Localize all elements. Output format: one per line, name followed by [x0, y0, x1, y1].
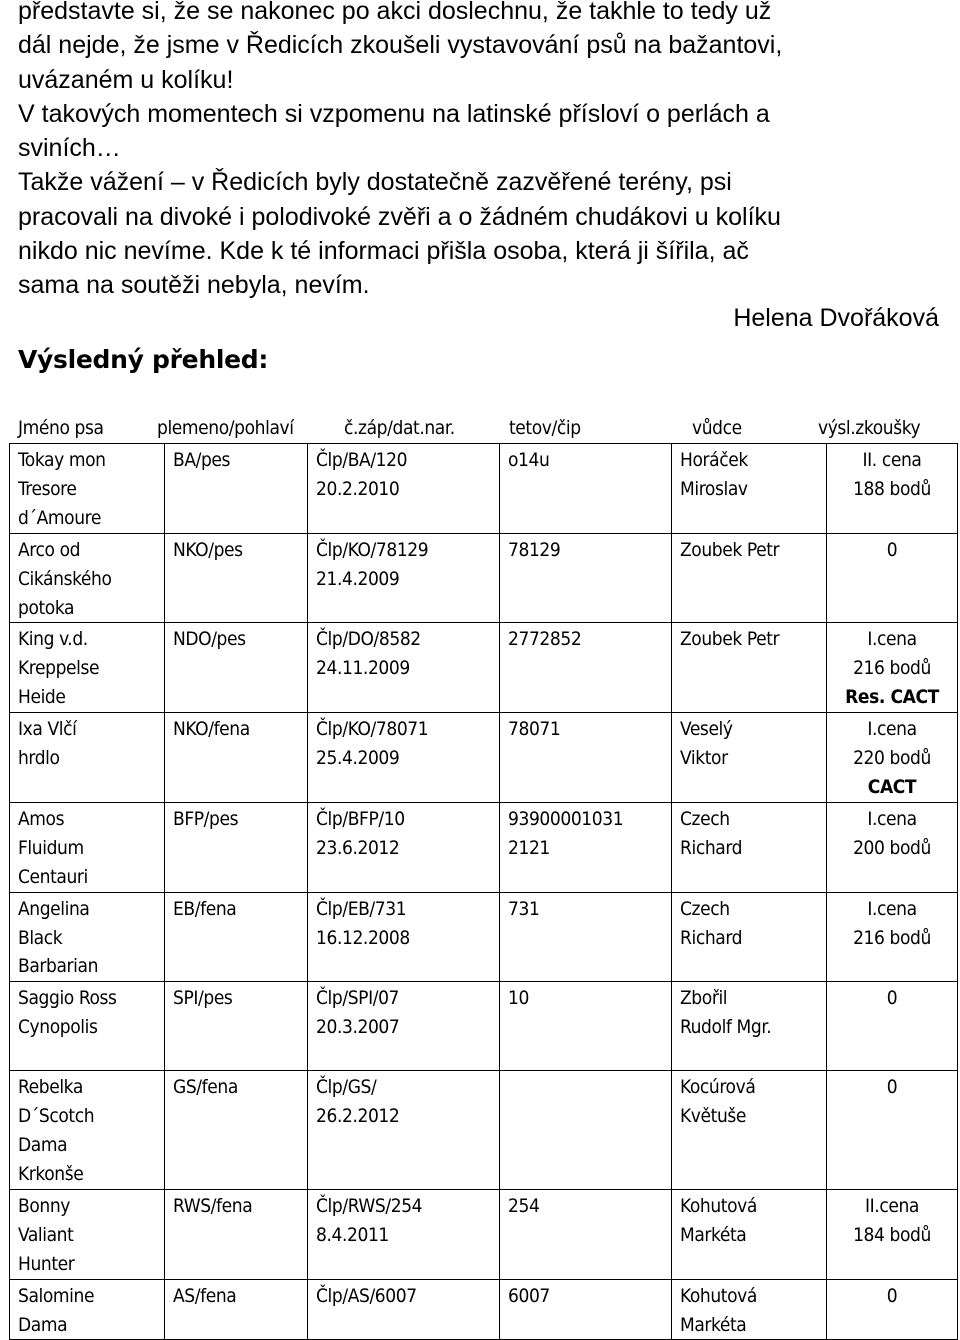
cell-name	[10, 892, 165, 982]
cell-line: Člp/KO/78071	[316, 718, 429, 741]
cell-tattoo	[500, 1279, 672, 1340]
cell-name	[10, 444, 165, 534]
cell-line: Člp/BA/120	[316, 449, 408, 471]
cell-reg	[308, 892, 500, 982]
cell-result	[827, 1071, 958, 1190]
cell-reg	[308, 713, 500, 803]
cell-line: Horáček	[680, 449, 748, 471]
cell-line: Zoubek Petr	[680, 538, 780, 561]
column-header-breed: plemeno/pohlaví	[157, 417, 294, 439]
table-row	[10, 533, 958, 623]
cell-line: 220 bodů	[853, 747, 931, 770]
cell-line: II.cena	[865, 1194, 919, 1217]
cell-line: Markéta	[680, 1223, 747, 1246]
table-row	[10, 1071, 958, 1190]
cell-line: BA/pes	[173, 449, 231, 471]
cell-line: Salomine	[18, 1284, 95, 1307]
cell-tattoo	[500, 892, 672, 982]
cell-result	[827, 533, 958, 623]
cell-result	[827, 713, 958, 803]
cell-line: o14u	[508, 449, 550, 471]
table-row	[10, 982, 958, 1071]
cell-line: Richard	[680, 926, 743, 949]
cell-line: Black	[18, 926, 63, 949]
cell-handler	[672, 802, 827, 892]
cell-line: Res. CACT	[845, 686, 939, 709]
cell-name	[10, 713, 165, 803]
cell-line: Tresore	[18, 477, 77, 500]
cell-line: 21.4.2009	[316, 567, 400, 590]
cell-line: Kocúrová	[680, 1076, 756, 1099]
cell-result	[827, 444, 958, 534]
cell-line: Člp/GS/	[316, 1076, 377, 1099]
cell-breed	[165, 1189, 308, 1279]
cell-line: I.cena	[867, 718, 917, 741]
cell-handler	[672, 623, 827, 713]
table-row	[10, 1189, 958, 1279]
column-header-handler: vůdce	[692, 417, 742, 439]
cell-line: NKO/fena	[173, 718, 250, 741]
cell-tattoo	[500, 533, 672, 623]
cell-line: SPI/pes	[173, 987, 233, 1010]
cell-line: 731	[508, 897, 540, 920]
cell-line: Richard	[680, 836, 743, 859]
cell-line: Saggio Ross	[18, 987, 117, 1010]
paragraph-line: sama na soutěži nebyla, nevím.	[18, 271, 370, 300]
cell-line: 24.11.2009	[316, 657, 410, 680]
cell-handler	[672, 444, 827, 534]
cell-line: Ixa Vlčí	[18, 718, 77, 741]
cell-line: King v.d.	[18, 628, 88, 651]
cell-handler	[672, 1071, 827, 1190]
paragraph-line: sviních…	[18, 134, 121, 163]
cell-line: RWS/fena	[173, 1194, 253, 1217]
cell-line: 20.3.2007	[316, 1016, 400, 1039]
cell-line: 10	[508, 987, 529, 1010]
cell-line: 8.4.2011	[316, 1223, 389, 1246]
cell-line: Rebelka	[18, 1076, 83, 1099]
cell-line: Markéta	[680, 1313, 747, 1336]
cell-line: Arco od	[18, 538, 81, 561]
cell-line: BFP/pes	[173, 807, 239, 830]
article-paragraph	[18, 0, 948, 303]
cell-line: Heide	[18, 686, 66, 709]
cell-line: Člp/RWS/254	[316, 1194, 423, 1217]
cell-line: Člp/KO/78129	[316, 538, 429, 561]
cell-result	[827, 1279, 958, 1340]
cell-line: GS/fena	[173, 1076, 238, 1099]
cell-line: Dama	[18, 1313, 68, 1336]
paragraph-line: nikdo nic nevíme. Kde k té informaci přišla osoba, která ji šířila, ač	[18, 237, 749, 266]
cell-line: 0	[886, 987, 898, 1010]
cell-reg	[308, 623, 500, 713]
cell-line: I.cena	[867, 628, 917, 651]
cell-line: 0	[886, 1076, 898, 1099]
cell-reg	[308, 1279, 500, 1340]
author-signature: Helena Dvořáková	[733, 304, 939, 332]
cell-breed	[165, 1279, 308, 1340]
cell-line: 78129	[508, 538, 561, 561]
cell-name	[10, 802, 165, 892]
cell-line: Člp/DO/8582	[316, 628, 421, 651]
cell-line: Květuše	[680, 1105, 747, 1128]
cell-line: II. cena	[862, 449, 922, 471]
cell-handler	[672, 892, 827, 982]
cell-name	[10, 982, 165, 1071]
results-table	[9, 443, 958, 1340]
cell-line: EB/fena	[173, 897, 237, 920]
cell-reg	[308, 802, 500, 892]
cell-line: Tokay mon	[18, 449, 106, 471]
cell-line: potoka	[18, 596, 75, 619]
cell-line: Angelina	[18, 897, 90, 920]
cell-name	[10, 1189, 165, 1279]
cell-line: Bonny	[18, 1194, 70, 1217]
cell-tattoo	[500, 713, 672, 803]
cell-line: Člp/BFP/10	[316, 807, 405, 830]
cell-handler	[672, 1279, 827, 1340]
cell-line: Hunter	[18, 1252, 75, 1275]
cell-line: 25.4.2009	[316, 747, 400, 770]
paragraph-line: Takže vážení – v Ředicích byly dostatečně zazvěřené terény, psi	[18, 168, 732, 197]
cell-line: Rudolf Mgr.	[680, 1016, 772, 1039]
cell-handler	[672, 1189, 827, 1279]
column-header-result: výsl.zkoušky	[818, 417, 921, 439]
cell-line: Krkonše	[18, 1163, 84, 1186]
cell-line: 6007	[508, 1284, 550, 1307]
cell-line: Viktor	[680, 747, 728, 770]
cell-line: 254	[508, 1194, 540, 1217]
cell-result	[827, 802, 958, 892]
cell-line: Člp/SPI/07	[316, 987, 400, 1010]
cell-line: Veselý	[680, 718, 733, 741]
paragraph-line: uvázaném u kolíku!	[18, 65, 234, 94]
cell-line: Cikánského	[18, 567, 112, 590]
cell-line: CACT	[867, 775, 917, 798]
paragraph-line: představte si, že se nakonec po akci doslechnu, že takhle to tedy už	[18, 0, 772, 25]
paragraph-line: V takových momentech si vzpomenu na latinské přísloví o perlách a	[18, 99, 770, 128]
table-row	[10, 802, 958, 892]
cell-line: 2121	[508, 836, 550, 859]
cell-reg	[308, 1071, 500, 1190]
cell-line: Zoubek Petr	[680, 628, 780, 651]
table-row	[10, 892, 958, 982]
cell-breed	[165, 802, 308, 892]
cell-breed	[165, 444, 308, 534]
column-header-tattoo: tetov/čip	[509, 417, 581, 439]
results-table-body	[10, 444, 958, 1340]
cell-line: Zbořil	[680, 987, 728, 1010]
cell-tattoo	[500, 444, 672, 534]
cell-line: 184 bodů	[853, 1223, 931, 1246]
column-header-registration: č.záp/dat.nar.	[344, 417, 455, 439]
cell-line: 200 bodů	[853, 836, 931, 859]
column-header-name: Jméno psa	[18, 417, 104, 439]
cell-line: D´Scotch	[18, 1105, 95, 1128]
cell-name	[10, 1071, 165, 1190]
cell-line: Dama	[18, 1134, 68, 1157]
cell-line: AS/fena	[173, 1284, 237, 1307]
cell-handler	[672, 982, 827, 1071]
cell-handler	[672, 533, 827, 623]
cell-line: NKO/pes	[173, 538, 243, 561]
cell-breed	[165, 982, 308, 1071]
cell-name	[10, 623, 165, 713]
cell-line: I.cena	[867, 897, 917, 920]
cell-tattoo	[500, 1189, 672, 1279]
cell-line: 16.12.2008	[316, 926, 410, 949]
cell-tattoo	[500, 623, 672, 713]
cell-line: I.cena	[867, 807, 917, 830]
cell-line: Fluidum	[18, 836, 84, 859]
cell-reg	[308, 533, 500, 623]
cell-line: Czech	[680, 807, 730, 830]
cell-line: Kohutová	[680, 1194, 757, 1217]
cell-reg	[308, 444, 500, 534]
cell-line: d´Amoure	[18, 506, 101, 529]
table-row	[10, 713, 958, 803]
cell-line: 20.2.2010	[316, 477, 400, 500]
table-row	[10, 1279, 958, 1340]
cell-line: Amos	[18, 807, 65, 830]
cell-line: 26.2.2012	[316, 1105, 400, 1128]
cell-line: hrdlo	[18, 747, 60, 770]
cell-reg	[308, 1189, 500, 1279]
cell-line: 216 bodů	[853, 926, 931, 949]
paragraph-line: dál nejde, že jsme v Ředicích zkoušeli vystavování psů na bažantovi,	[18, 31, 783, 60]
cell-line: Centauri	[18, 865, 88, 888]
cell-line: Barbarian	[18, 955, 99, 978]
cell-breed	[165, 533, 308, 623]
cell-result	[827, 982, 958, 1071]
table-row	[10, 623, 958, 713]
cell-line: 0	[886, 538, 898, 561]
cell-line: Miroslav	[680, 477, 748, 500]
cell-line: 93900001031	[508, 807, 624, 830]
cell-line: 2772852	[508, 628, 582, 651]
cell-line: Kohutová	[680, 1284, 757, 1307]
cell-breed	[165, 1071, 308, 1190]
cell-result	[827, 623, 958, 713]
cell-breed	[165, 623, 308, 713]
cell-name	[10, 533, 165, 623]
cell-result	[827, 1189, 958, 1279]
cell-line: Člp/EB/731	[316, 897, 407, 920]
cell-reg	[308, 982, 500, 1071]
cell-line: 216 bodů	[853, 657, 931, 680]
cell-name	[10, 1279, 165, 1340]
cell-tattoo	[500, 802, 672, 892]
cell-breed	[165, 892, 308, 982]
cell-breed	[165, 713, 308, 803]
cell-line: 23.6.2012	[316, 836, 400, 859]
cell-result	[827, 892, 958, 982]
cell-line: NDO/pes	[173, 628, 246, 651]
cell-tattoo	[500, 1071, 672, 1190]
cell-line: 78071	[508, 718, 561, 741]
cell-line: 188 bodů	[853, 477, 931, 500]
cell-line: Člp/AS/6007	[316, 1284, 417, 1307]
paragraph-line: pracovali na divoké i polodivoké zvěři a o žádném chudákovi u kolíku	[18, 202, 781, 231]
cell-line: Cynopolis	[18, 1016, 98, 1039]
cell-handler	[672, 713, 827, 803]
results-heading: Výsledný přehled:	[18, 345, 269, 374]
cell-line: Valiant	[18, 1223, 74, 1246]
cell-line: Czech	[680, 897, 730, 920]
cell-tattoo	[500, 982, 672, 1071]
table-row	[10, 444, 958, 534]
cell-line: Kreppelse	[18, 657, 100, 680]
cell-line: 0	[886, 1284, 898, 1307]
